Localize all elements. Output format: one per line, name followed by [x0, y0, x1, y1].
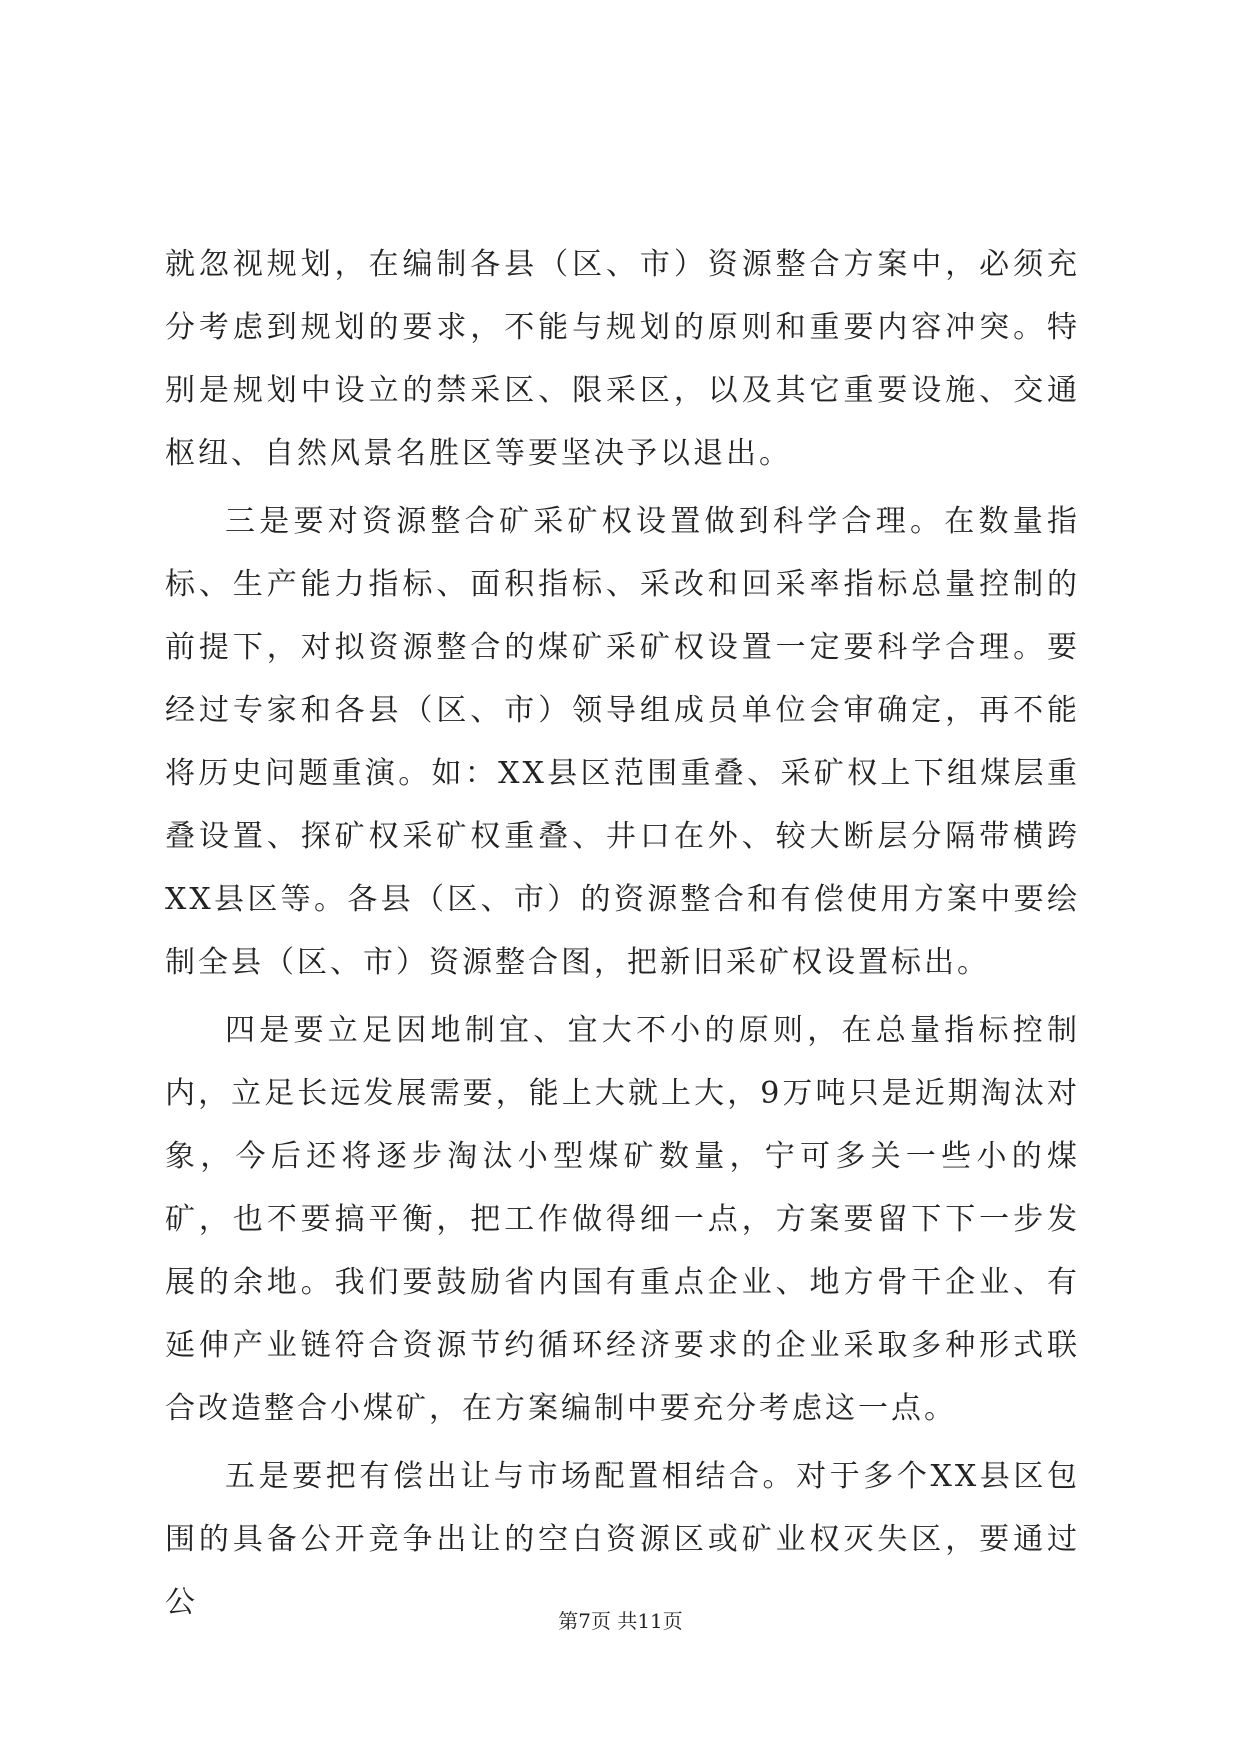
paragraph-continuation: 就忽视规划，在编制各县（区、市）资源整合方案中，必须充分考虑到规划的要求，不能与规划的原则和重要内容冲突。特别是规划中设立的禁采区、限采区，以及其它重要设施、交通枢纽、自然风景名胜区等要坚决予以退出。: [165, 247, 1080, 471]
paragraph-item-five: 五是要把有偿出让与市场配置相结合。对于多个XX县区包围的具备公开竞争出让的空白资源区或矿业权灭失区，要通过公: [165, 1459, 1080, 1620]
paragraph-item-four: 四是要立足因地制宜、宜大不小的原则，在总量指标控制内，立足长远发展需要，能上大就上大，9万吨只是近期淘汰对象，今后还将逐步淘汰小型煤矿数量，宁可多关一些小的煤矿，也不要搞平衡，把工作做得细一点，方案要留下下一步发展的余地。我们要鼓励省内国有重点企业、地方骨干企业、有延伸产业链符合资源节约循环经济要求的企业采取多种形式联合改造整合小煤矿，在方案编制中要充分考虑这一点。: [165, 1013, 1080, 1426]
page-number-footer: 第7页 共11页: [558, 1609, 683, 1633]
paragraph-item-three: 三是要对资源整合矿采矿权设置做到科学合理。在数量指标、生产能力指标、面积指标、采改和回采率指标总量控制的前提下，对拟资源整合的煤矿采矿权设置一定要科学合理。要经过专家和各县（区、市）领导组成员单位会审确定，再不能将历史问题重演。如：XX县区范围重叠、采矿权上下组煤层重叠设置、探矿权采矿权重叠、井口在外、较大断层分隔带横跨XX县区等。各县（区、市）的资源整合和有偿使用方案中要绘制全县（区、市）资源整合图，把新旧采矿权设置标出。: [165, 504, 1080, 980]
body-text: [165, 233, 1080, 1639]
